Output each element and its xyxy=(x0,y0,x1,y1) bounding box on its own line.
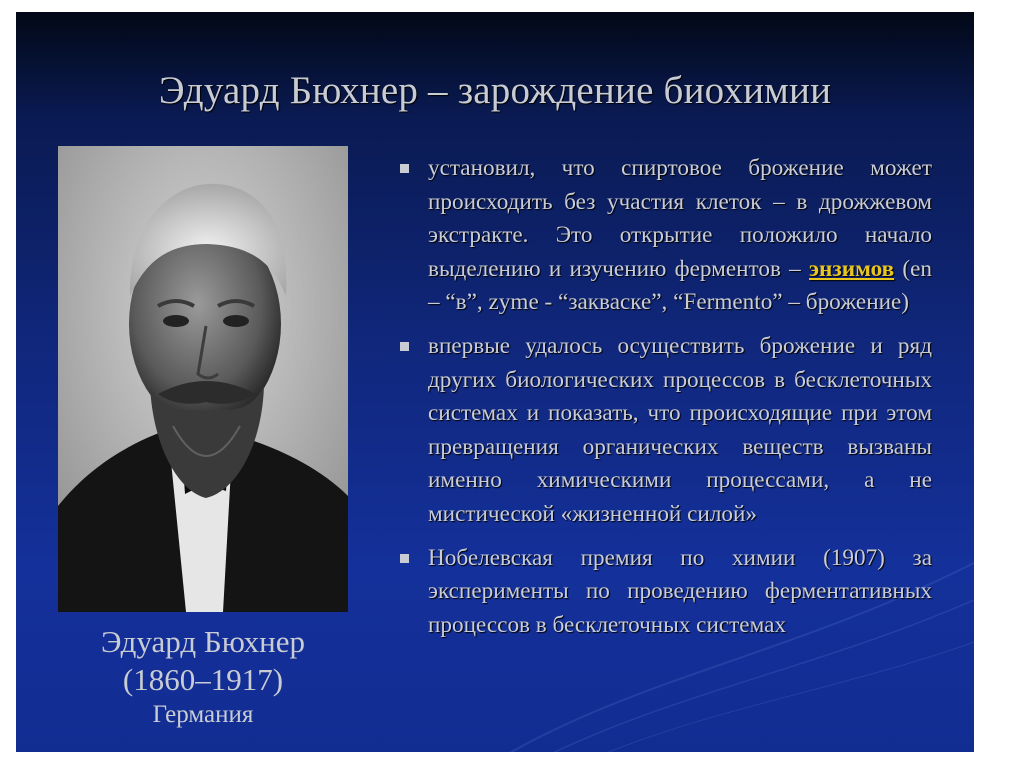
bullet-text: Нобелевская премия по химии (1907) за эксперименты по проведению ферментативных процессов в бесклеточных системах xyxy=(428,544,932,638)
bullet-square-icon xyxy=(400,554,409,563)
caption-years: (1860–1917) xyxy=(122,661,284,697)
enzymes-link[interactable]: энзимов xyxy=(809,255,895,282)
caption-name: Эдуард Бюхнер xyxy=(100,624,306,659)
portrait-caption xyxy=(58,624,348,730)
slide-title: Эдуард Бюхнер – зарождение биохимии xyxy=(158,69,832,112)
bullet-text: установил, что спиртовое брожение может происходить без участия клеток – в дрожжевом экстракте. Это открытие положило начало выделению и изучению ферментов – xyxy=(428,155,932,282)
slide xyxy=(16,12,974,752)
caption-country: Германия xyxy=(152,701,254,729)
bullet-list xyxy=(400,152,932,652)
bullet-square-icon xyxy=(400,164,409,173)
bullet-text: впервые удалось осуществить брожение и ряд других биологических процессов в бесклеточных системах и показать, что происходящие при этом превращения органических веществ вызваны именно химическими процессами, а не мистической «жизненной силой» xyxy=(428,332,932,527)
bullet-item xyxy=(400,152,932,320)
bullet-item xyxy=(400,330,932,532)
bullet-item xyxy=(400,542,932,643)
bullet-square-icon xyxy=(400,342,409,351)
bullet-text: (en – “в”, zyme - “закваске”, “Fermento” – брожение) xyxy=(428,255,932,316)
portrait-photo xyxy=(58,146,348,612)
